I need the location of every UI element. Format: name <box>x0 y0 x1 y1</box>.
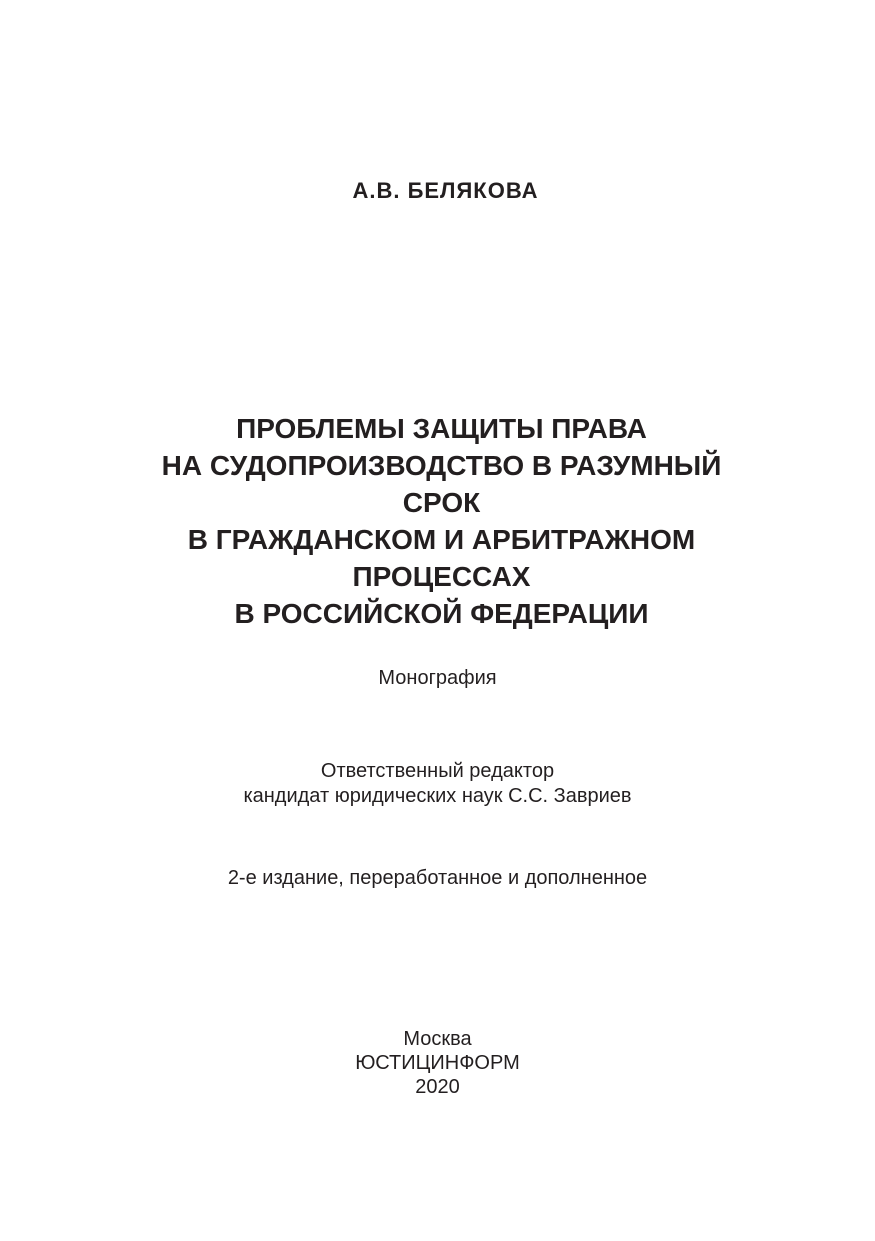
imprint-publisher: ЮСТИЦИНФОРМ <box>355 1052 520 1074</box>
title-line: В ГРАЖДАНСКОМ И АРБИТРАЖНОМ <box>187 524 696 555</box>
genre-label: Монография <box>378 667 497 689</box>
title-line: В РОССИЙСКОЙ ФЕДЕРАЦИИ <box>234 598 649 629</box>
author-name: А.В. БЕЛЯКОВА <box>352 178 539 203</box>
title-line: ПРОЦЕССАХ <box>352 561 531 592</box>
editor-role: Ответственный редактор <box>320 760 555 782</box>
imprint-city: Москва <box>403 1028 472 1050</box>
editor-name: кандидат юридических наук С.С. Завриев <box>243 785 632 807</box>
book-title <box>4 410 875 632</box>
editor-block <box>0 759 875 809</box>
imprint <box>0 1027 875 1099</box>
imprint-year: 2020 <box>415 1076 460 1098</box>
title-line: НА СУДОПРОИЗВОДСТВО В РАЗУМНЫЙ <box>161 450 722 481</box>
title-line: СРОК <box>402 487 481 518</box>
edition-info: 2-е издание, переработанное и дополненное <box>227 867 648 889</box>
title-line: ПРОБЛЕМЫ ЗАЩИТЫ ПРАВА <box>236 413 647 444</box>
